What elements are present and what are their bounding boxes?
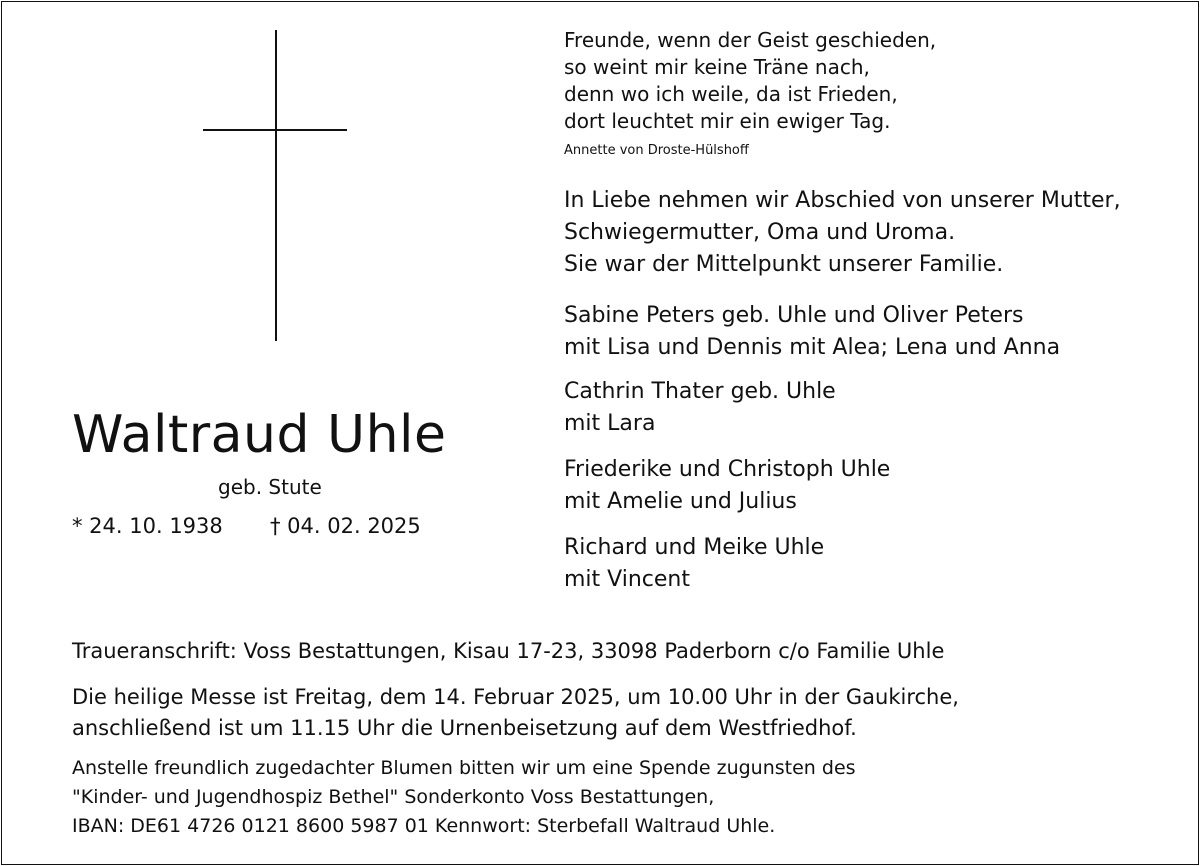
poem-author: Annette von Droste-Hülshoff [564, 143, 749, 158]
poem-line: Freunde, wenn der Geist geschieden, [564, 28, 937, 52]
donation-info [72, 754, 856, 841]
family-line: Sabine Peters geb. Uhle und Oliver Peters [564, 303, 1024, 328]
cross-vertical-bar [275, 30, 277, 341]
poem-line: so weint mir keine Träne nach, [564, 55, 870, 79]
mass-line: anschließend ist um 11.15 Uhr die Urnenbeisetzung auf dem Westfriedhof. [72, 716, 857, 740]
family-group [564, 300, 1060, 364]
farewell-line: Schwiegermutter, Oma und Uroma. [564, 220, 956, 245]
family-group [564, 532, 824, 596]
birth-date: * 24. 10. 1938 [72, 514, 223, 538]
family-line: mit Lisa und Dennis mit Alea; Lena und Anna [564, 335, 1061, 360]
mass-info [72, 682, 959, 744]
family-line: Richard und Meike Uhle [564, 535, 825, 560]
family-line: mit Lara [564, 411, 656, 436]
farewell-line: Sie war der Mittelpunkt unserer Familie. [564, 252, 1004, 277]
donation-line: "Kinder- und Jugendhospiz Bethel" Sonderkonto Voss Bestattungen, [72, 786, 715, 808]
poem [564, 27, 936, 135]
family-group [564, 376, 836, 440]
family-group [564, 454, 890, 518]
farewell-text [564, 185, 1121, 281]
family-line: Cathrin Thater geb. Uhle [564, 379, 836, 404]
death-date: † 04. 02. 2025 [270, 514, 421, 538]
mourning-address: Traueranschrift: Voss Bestattungen, Kisau 17-23, 33098 Paderborn c/o Familie Uhle [72, 639, 945, 663]
poem-line: denn wo ich weile, da ist Frieden, [564, 82, 898, 106]
cross-horizontal-bar [203, 129, 347, 131]
family-line: mit Amelie und Julius [564, 489, 797, 514]
family-line: mit Vincent [564, 567, 690, 592]
family-line: Friederike und Christoph Uhle [564, 457, 891, 482]
donation-line: Anstelle freundlich zugedachter Blumen bitten wir um eine Spende zugunsten des [72, 757, 856, 779]
deceased-name: Waltraud Uhle [72, 405, 447, 465]
mass-line: Die heilige Messe ist Freitag, dem 14. Februar 2025, um 10.00 Uhr in der Gaukirche, [72, 685, 959, 709]
poem-line: dort leuchtet mir ein ewiger Tag. [564, 109, 891, 133]
donation-line: IBAN: DE61 4726 0121 8600 5987 01 Kennwort: Sterbefall Waltraud Uhle. [72, 815, 776, 837]
farewell-line: In Liebe nehmen wir Abschied von unserer Mutter, [564, 188, 1121, 213]
maiden-name: geb. Stute [218, 475, 322, 499]
